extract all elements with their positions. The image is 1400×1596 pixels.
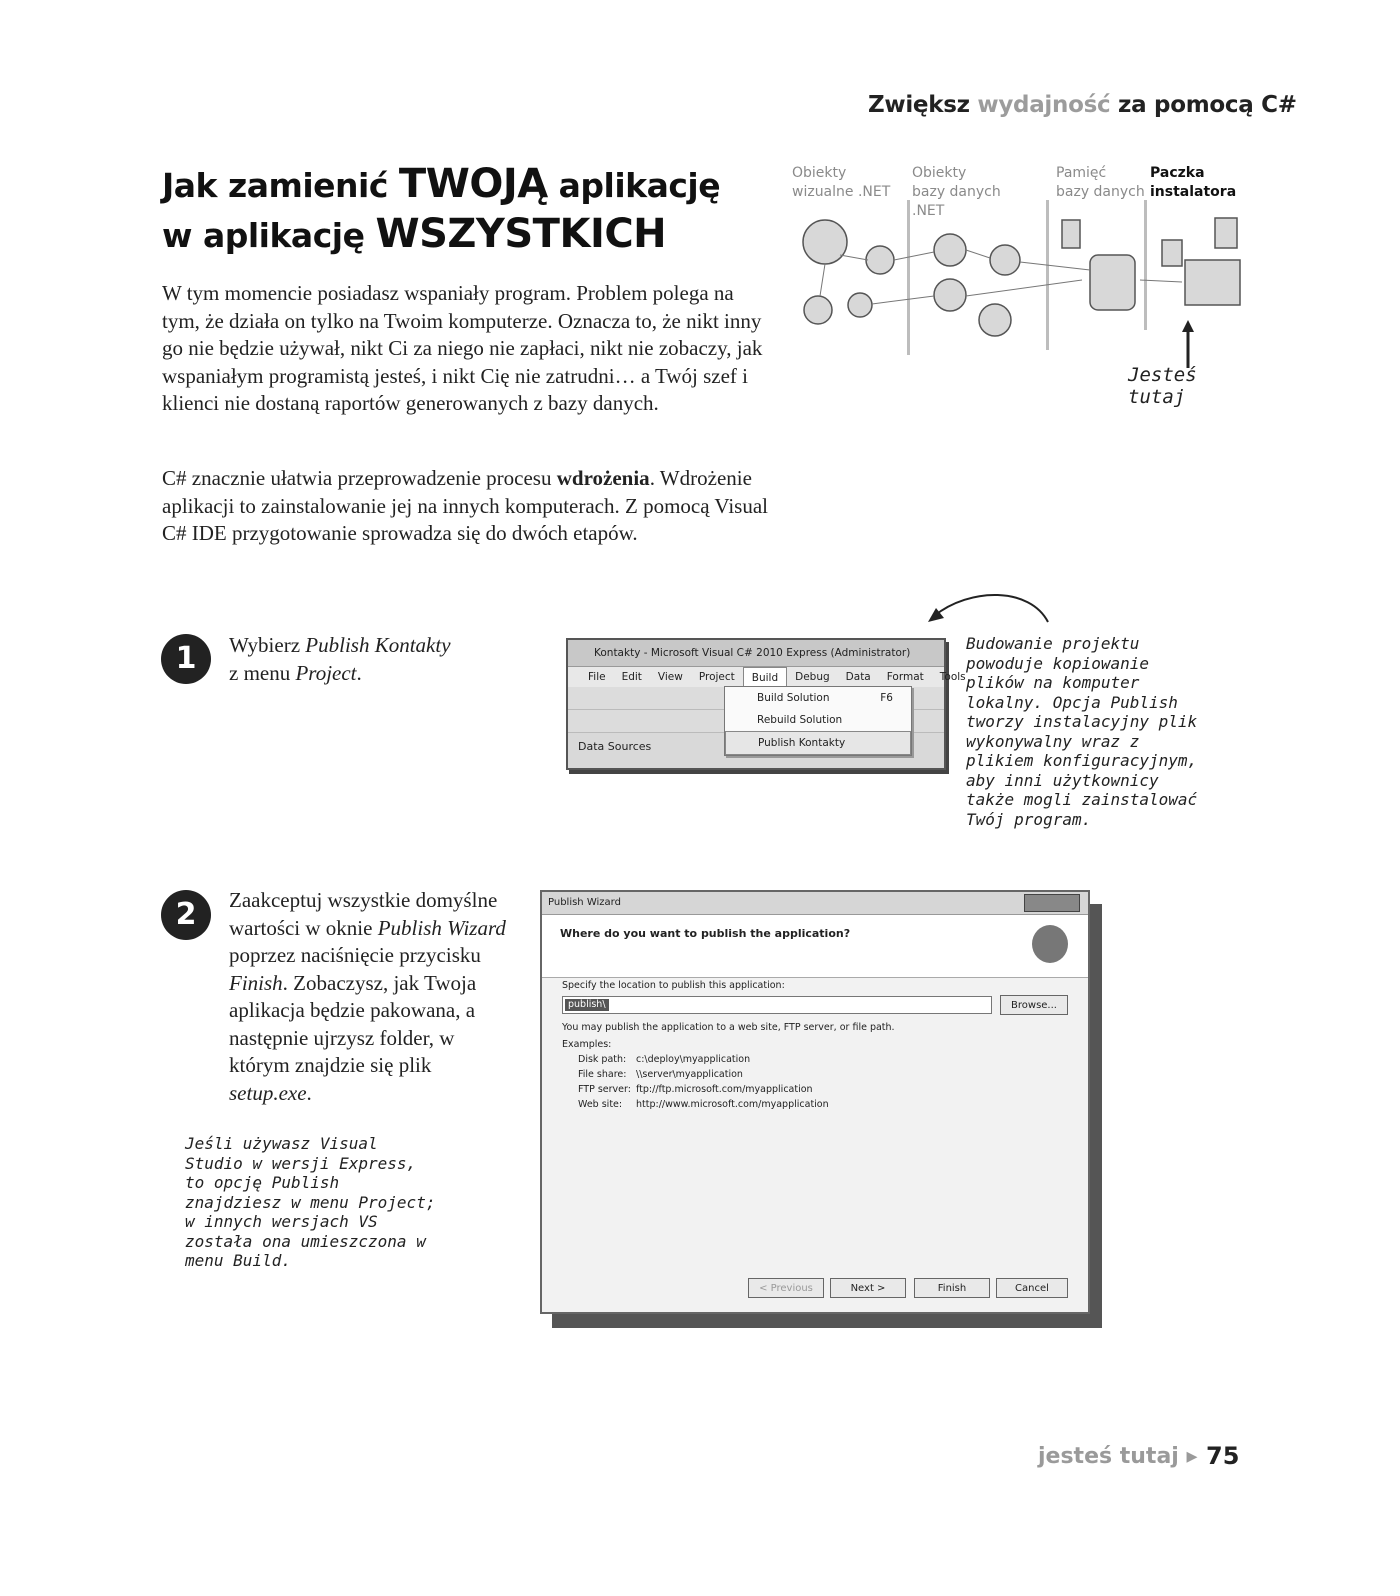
step-text-part: Wybierz <box>229 633 306 657</box>
express-note: Jeśli używasz Visual Studio w wersji Express, to opcję Publish znajdziesz w menu Project; w innych wersjach VS została ona umieszczona w menu Build. <box>185 1134 436 1270</box>
visual-object-icon <box>866 246 894 274</box>
step-text-italic: Publish Wizard <box>377 915 506 940</box>
menu-debug[interactable]: Debug <box>795 671 830 683</box>
running-head-part: za pomocą C# <box>1110 92 1297 118</box>
db-object-icon <box>934 279 966 311</box>
finish-button[interactable]: Finish <box>914 1278 990 1298</box>
ide-menu-bar <box>568 667 966 687</box>
footer-you-are-here: jesteś tutaj ▸ <box>1038 1444 1198 1469</box>
paragraph-part: . Wdrożenie aplikacji to zainstalowanie jej na innych komputerach. Z pomocą Visual C# IDE przygotowanie sprowadza się do dwóch etapów. <box>162 466 768 545</box>
deployment-paragraph <box>162 465 772 548</box>
menu-format[interactable]: Format <box>886 671 924 683</box>
title-emphasis: TWOJĄ <box>398 161 548 207</box>
wizard-logo-icon <box>1032 925 1068 963</box>
visual-object-icon <box>803 220 847 264</box>
example-value: c:\deploy\myapplication <box>636 1054 751 1065</box>
visual-object-icon <box>804 296 832 324</box>
wizard-header <box>542 915 1088 978</box>
data-sources-panel-title: Data Sources <box>578 740 652 753</box>
wizard-title-bar <box>542 892 1088 915</box>
window-controls[interactable] <box>1024 894 1080 912</box>
page-title <box>162 160 782 260</box>
menu-view[interactable]: View <box>657 671 683 683</box>
diagram-col-db-storage <box>1056 164 1145 202</box>
menu-file[interactable]: File <box>588 671 606 683</box>
publish-wizard-screenshot <box>540 890 1090 1314</box>
diagram-heading-line: bazy danych <box>912 184 1001 200</box>
diagram-heading-line: Paczka <box>1150 165 1205 181</box>
running-head-part: Zwiększ <box>868 92 978 118</box>
build-note: Budowanie projektu powoduje kopiowanie plików na komputer lokalny. Opcja Publish tworzy instalacyjny plik wykonywalny wraz z plikiem konfiguracyjnym, aby inni użytkownicy także mogli zainstalować Twój program. <box>966 634 1198 829</box>
intro-paragraph: W tym momencie posiadasz wspaniały program. Problem polega na tym, że działa on tylko na Twoim komputerze. Oznacza to, że nikt inny go nie będzie używał, nikt Ci za niego nie zapłaci, nikt nie zobaczy, jak wspaniałym programistą jesteś, i nikt Cię nie zatrudni… a Twój szef i klienci nie dostaną raportów generowanych z bazy danych. <box>162 281 763 415</box>
table-icon <box>1062 220 1080 248</box>
menu-project[interactable]: Project <box>698 671 735 683</box>
step-text-part: . <box>356 660 362 685</box>
wizard-question: Where do you want to publish the application? <box>560 927 851 940</box>
menu-tools[interactable]: Tools <box>939 671 966 683</box>
database-cylinder-icon <box>1090 255 1135 310</box>
step-text-italic: Project <box>295 660 357 685</box>
step-text-part: Zaakceptuj wszystkie domyślne wartości w oknie <box>229 888 498 940</box>
title-part: Jak zamienić <box>162 166 399 205</box>
you-are-here-label: Jesteś tutaj <box>1128 364 1197 408</box>
step-text-part: . Zobaczysz, jak Twoja aplikacja będzie pakowana, a następnie ujrzysz folder, w którym znajdzie się plik <box>229 970 477 1077</box>
program-file-icon <box>1215 218 1237 248</box>
running-head-highlight: wydajność <box>977 92 1111 118</box>
step-text-italic: Publish Kontakty <box>305 633 451 657</box>
build-menu-dropdown <box>724 686 912 756</box>
paragraph-bold: wdrożenia <box>556 466 650 490</box>
diagram-col-installer <box>1150 164 1236 202</box>
menu-item-rebuild-solution[interactable] <box>725 709 911 731</box>
location-input[interactable] <box>562 996 992 1014</box>
wizard-title: Publish Wizard <box>548 897 621 908</box>
diagram-heading-line: .NET <box>912 203 945 219</box>
step-text-italic: setup.exe <box>229 1080 307 1105</box>
example-value: ftp://ftp.microsoft.com/myapplication <box>636 1084 813 1095</box>
title-emphasis: WSZYSTKICH <box>375 211 667 257</box>
step-text-part: poprzez naciśnięcie przycisku <box>229 943 481 967</box>
process-diagram <box>790 160 1250 408</box>
diagram-col-visual <box>792 164 890 202</box>
next-button[interactable]: Next > <box>830 1278 906 1298</box>
menu-item-label: Publish Kontakty <box>758 737 846 749</box>
location-label: Specify the location to publish this application: <box>562 980 785 991</box>
title-part: w aplikację <box>162 216 376 255</box>
location-value: publish\ <box>565 999 609 1011</box>
diagram-heading-line: bazy danych <box>1056 184 1145 200</box>
step-text-part: z menu <box>229 660 296 685</box>
ide-title-bar: Kontakty - Microsoft Visual C# 2010 Express (Administrator) <box>568 640 944 667</box>
menu-item-label: Build Solution <box>757 692 830 704</box>
step-1-number: 1 <box>161 634 211 684</box>
installer-box-icon <box>1185 260 1240 305</box>
examples-label: Examples: <box>562 1039 612 1050</box>
menu-edit[interactable]: Edit <box>621 671 642 683</box>
menu-build[interactable]: Build <box>743 667 787 687</box>
curved-arrow-icon <box>920 582 1060 632</box>
menu-data[interactable]: Data <box>845 671 871 683</box>
db-object-icon <box>990 245 1020 275</box>
publish-hint: You may publish the application to a web site, FTP server, or file path. <box>562 1022 895 1033</box>
database-icon <box>1162 240 1182 266</box>
db-object-icon <box>979 304 1011 336</box>
diagram-heading-line: Obiekty <box>912 165 967 181</box>
diagram-heading-line: wizualne .NET <box>792 184 891 200</box>
example-key: FTP server: <box>578 1084 631 1095</box>
running-head <box>868 92 1297 118</box>
menu-item-shortcut: F6 <box>880 692 893 704</box>
diagram-heading-line: Obiekty <box>792 165 847 181</box>
example-value: http://www.microsoft.com/myapplication <box>636 1099 829 1110</box>
example-value: \\server\myapplication <box>636 1069 743 1080</box>
page-number: 75 <box>1206 1442 1240 1470</box>
cancel-button[interactable]: Cancel <box>996 1278 1068 1298</box>
visual-object-icon <box>848 293 872 317</box>
menu-item-label: Rebuild Solution <box>757 714 843 726</box>
db-object-icon <box>934 234 966 266</box>
diagram-heading-line: instalatora <box>1150 184 1237 200</box>
previous-button[interactable]: < Previous <box>748 1278 824 1298</box>
example-key: Disk path: <box>578 1054 627 1065</box>
title-part: aplikację <box>547 166 721 205</box>
diagram-heading-line: Pamięć <box>1056 165 1107 181</box>
ide-menu-screenshot <box>566 638 966 770</box>
paragraph-part: C# znacznie ułatwia przeprowadzenie procesu <box>162 466 557 490</box>
example-key: File share: <box>578 1069 627 1080</box>
menu-item-publish[interactable] <box>725 731 911 755</box>
step-text-italic: Finish <box>229 970 283 995</box>
menu-item-build-solution[interactable] <box>725 687 911 709</box>
step-2-text <box>229 887 519 1107</box>
step-1-text <box>229 632 529 687</box>
example-key: Web site: <box>578 1099 623 1110</box>
step-2-number: 2 <box>161 890 211 940</box>
browse-button[interactable]: Browse... <box>1000 995 1068 1015</box>
step-text-part: . <box>306 1080 312 1105</box>
